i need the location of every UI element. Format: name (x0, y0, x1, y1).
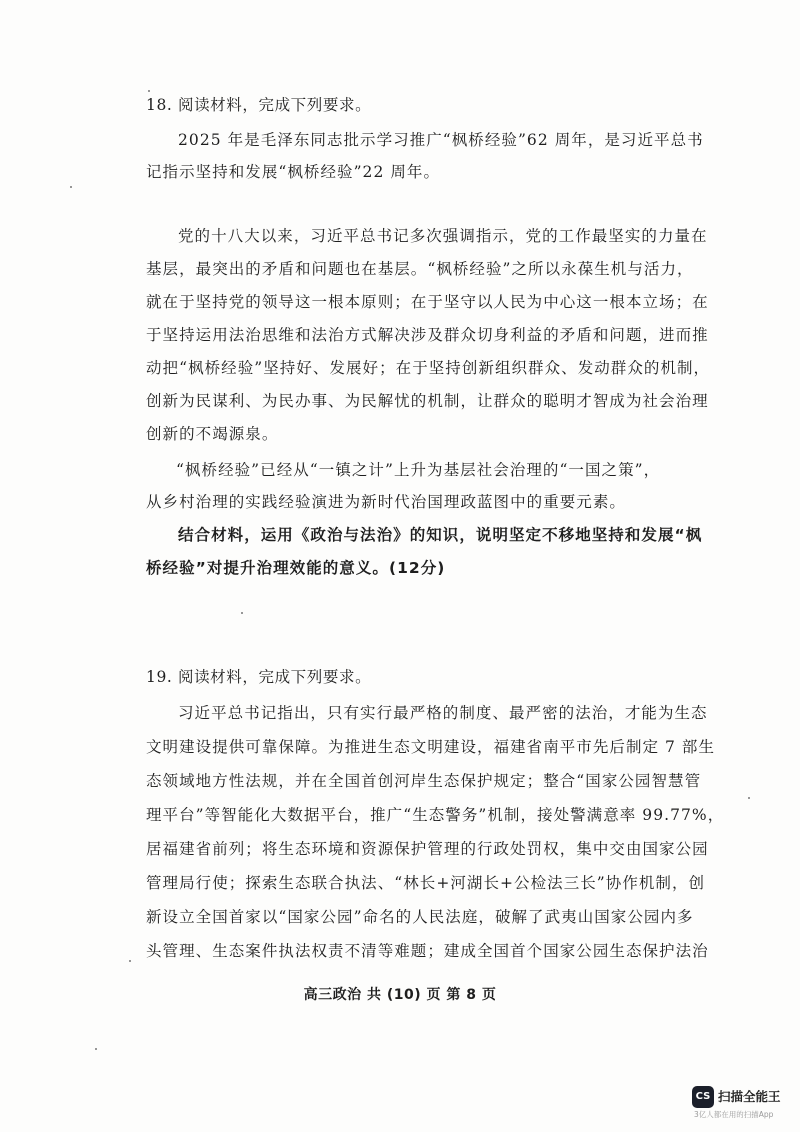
q18-task-line: 结合材料，运用《政治与法治》的知识，说明坚定不移地坚持和发展“枫 (178, 526, 703, 544)
scan-speck (70, 186, 72, 188)
camscanner-logo-icon: CS (692, 1086, 714, 1108)
q19-material-line: 居福建省前列；将生态环境和资源保护管理的行政处罚权，集中交由国家公园 (146, 840, 709, 858)
q19-material-line: 管理局行使；探索生态联合执法、“林长+河湖长+公检法三长”协作机制，创 (146, 874, 706, 892)
q18-material-line: 记指示坚持和发展“枫桥经验”22 周年。 (146, 163, 440, 181)
scan-speck (241, 612, 243, 614)
q18-material-line: “枫桥经验”已经从“一镇之计”上升为基层社会治理的“一国之策”， (176, 461, 661, 479)
q18-material-line: 2025 年是毛泽东同志批示学习推广“枫桥经验”62 周年，是习近平总书 (178, 131, 704, 149)
q19-material-line: 习近平总书记指出，只有实行最严格的制度、最严密的法治，才能为生态 (178, 704, 708, 722)
q18-material-line: 党的十八大以来，习近平总书记多次强调指示，党的工作最坚实的力量在 (178, 227, 708, 245)
q18-material-line: 动把“枫桥经验”坚持好、发展好；在于坚持创新组织群众、发动群众的机制， (146, 359, 711, 377)
scan-speck (148, 90, 150, 92)
scan-speck (129, 960, 131, 962)
q19-material-line: 新设立全国首家以“国家公园”命名的人民法庭，破解了武夷山国家公园内多 (146, 908, 694, 926)
scanner-watermark (692, 1086, 792, 1122)
q18-material-line: 于坚持运用法治思维和法治方式解决涉及群众切身利益的矛盾和问题，进而推 (146, 326, 709, 344)
q18-material-line: 就在于坚持党的领导这一根本原则；在于坚守以人民为中心这一根本立场；在 (146, 293, 709, 311)
q18-material-line: 创新的不竭源泉。 (146, 425, 279, 443)
scan-speck (95, 1048, 97, 1050)
page-footer: 高三政治 共 (10) 页 第 8 页 (303, 987, 497, 1003)
q19-material-line: 态领域地方性法规，并在全国首创河岸生态保护规定；整合“国家公园智慧管 (146, 772, 702, 790)
watermark-subtitle: 3亿人都在用的扫描App (694, 1110, 774, 1119)
q18-material-line: 创新为民谋利、为民办事、为民解忧的机制，让群众的聪明才智成为社会治理 (146, 392, 709, 410)
question-18-heading: 18. 阅读材料，完成下列要求。 (146, 96, 372, 114)
q19-material-line: 理平台”等智能化大数据平台，推广“生态警务”机制，接处警满意率 99.77%， (146, 806, 725, 824)
q19-material-line: 头管理、生态案件执法权责不清等难题；建成全国首个国家公园生态保护法治 (146, 942, 709, 960)
q18-material-line: 从乡村治理的实践经验演进为新时代治国理政蓝图中的重要元素。 (146, 493, 626, 511)
q19-material-line: 文明建设提供可靠保障。为推进生态文明建设，福建省南平市先后制定 7 部生 (146, 738, 716, 756)
watermark-title: 扫描全能王 (718, 1089, 781, 1104)
question-19-heading: 19. 阅读材料，完成下列要求。 (146, 668, 372, 686)
q18-material-line: 基层，最突出的矛盾和问题也在基层。“枫桥经验”之所以永葆生机与活力， (146, 260, 694, 278)
scan-speck (748, 797, 750, 799)
q18-task-line: 桥经验”对提升治理效能的意义。(12分) (146, 559, 446, 577)
